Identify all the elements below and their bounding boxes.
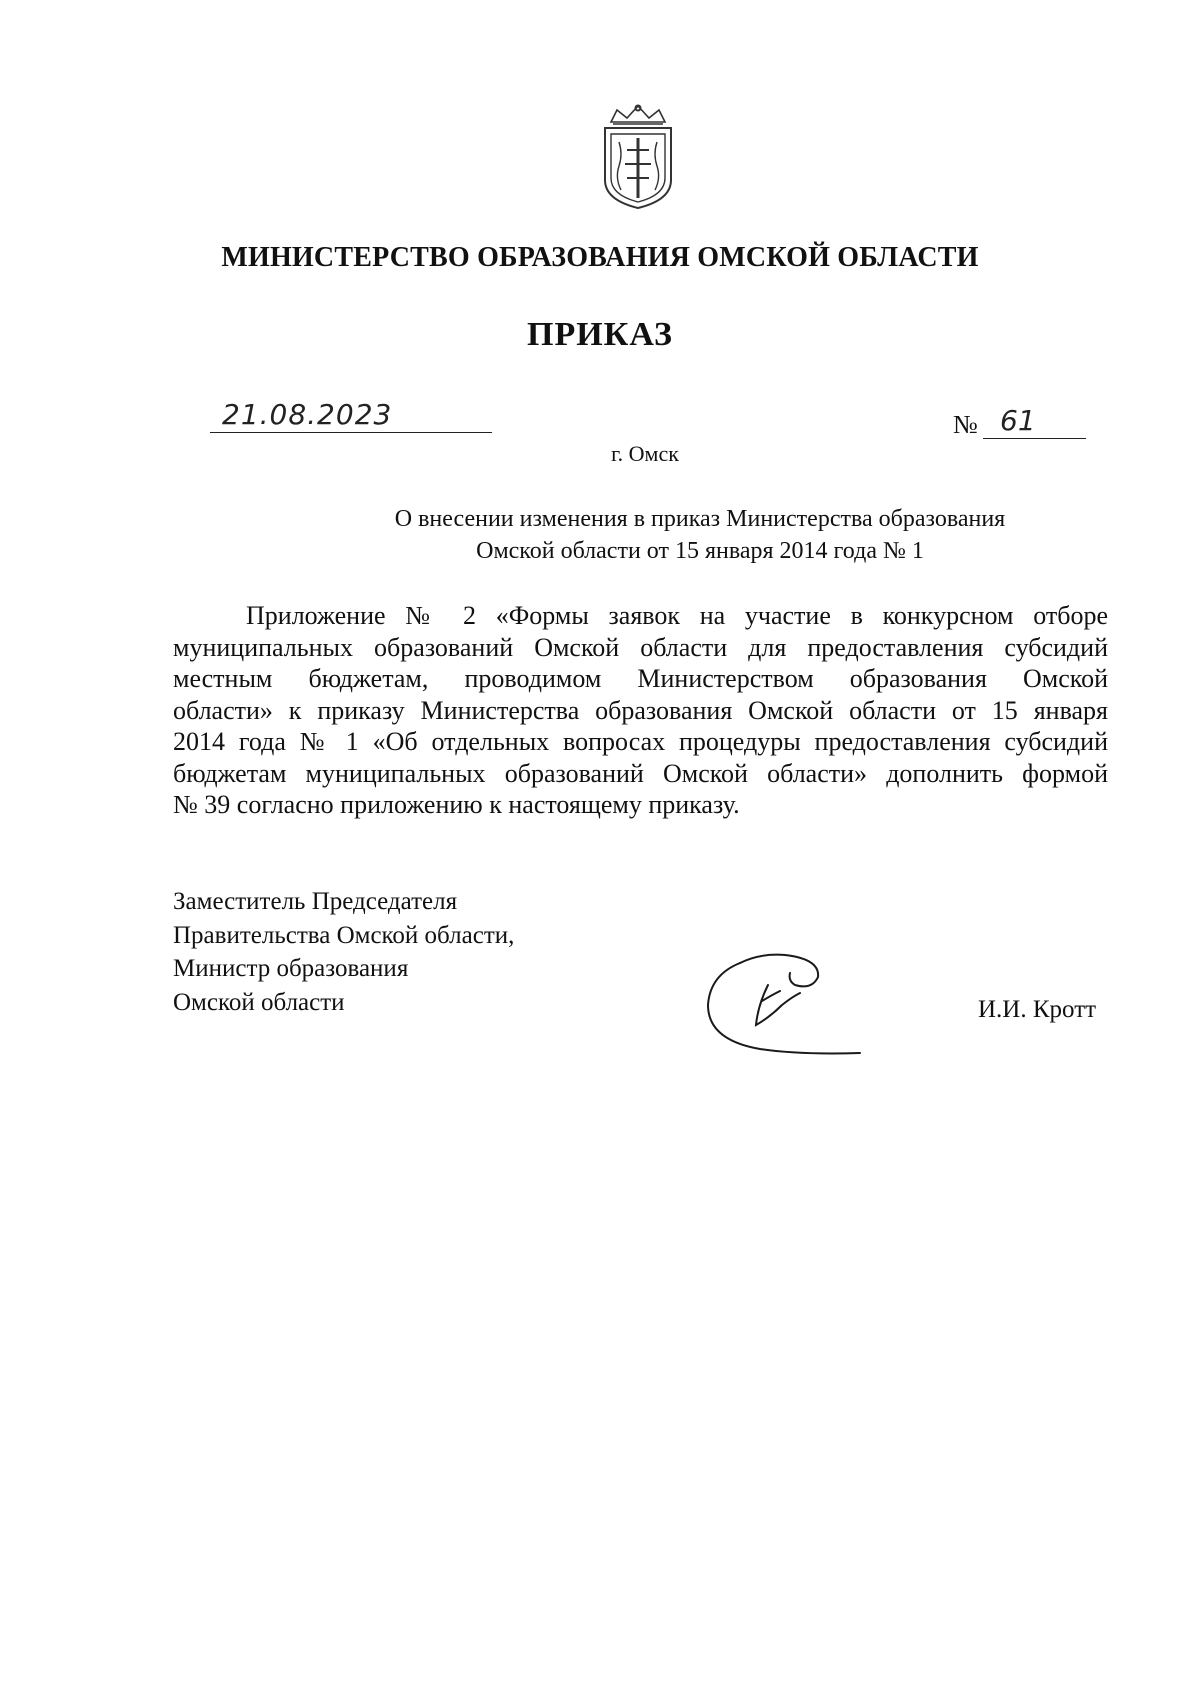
body-line: муниципальных образований Омской области для предоставления субсидий (173, 632, 1108, 662)
body-line: Приложение № 2 «Формы заявок на участие в конкурсном отборе (246, 601, 1108, 630)
date-underline (210, 432, 492, 433)
ministry-name: МИНИСТЕРСТВО ОБРАЗОВАНИЯ ОМСКОЙ ОБЛАСТИ (221, 242, 979, 273)
handwritten-number: 61 (1000, 404, 1036, 437)
body-line: № 39 согласно приложению к настоящему приказу. (173, 790, 740, 819)
body-line: бюджетам муниципальных образований Омской области» дополнить формой (173, 758, 1108, 788)
signer-name: И.И. Кротт (978, 996, 1097, 1023)
body-line: 2014 года № 1 «Об отдельных вопросах процедуры предоставления субсидий (173, 727, 1108, 756)
body-line: местным бюджетам, проводимом Министерством образования Омской (173, 664, 1108, 693)
body-line: области» к приказу Министерства образования Омской области от 15 января (173, 695, 1108, 725)
coat-of-arms-icon (597, 102, 679, 210)
number-label: № (953, 410, 978, 439)
position-line: Омской области (173, 988, 345, 1016)
body-paragraph (173, 600, 1108, 821)
city: г. Омск (611, 441, 679, 466)
handwritten-signature-icon (700, 945, 880, 1055)
document-type-title: ПРИКАЗ (527, 316, 673, 353)
subject-line: О внесении изменения в приказ Министерства образования (394, 506, 1006, 532)
number-underline (983, 438, 1086, 439)
subject-heading (200, 503, 1200, 567)
subject-line: Омской области от 15 января 2014 года № 1 (476, 538, 924, 564)
position-line: Правительства Омской области, (173, 921, 515, 949)
position-line: Министр образования (173, 955, 409, 982)
handwritten-date: 21.08.2023 (222, 398, 393, 431)
signatory-position (173, 885, 514, 1019)
position-line: Заместитель Председателя (173, 888, 458, 915)
